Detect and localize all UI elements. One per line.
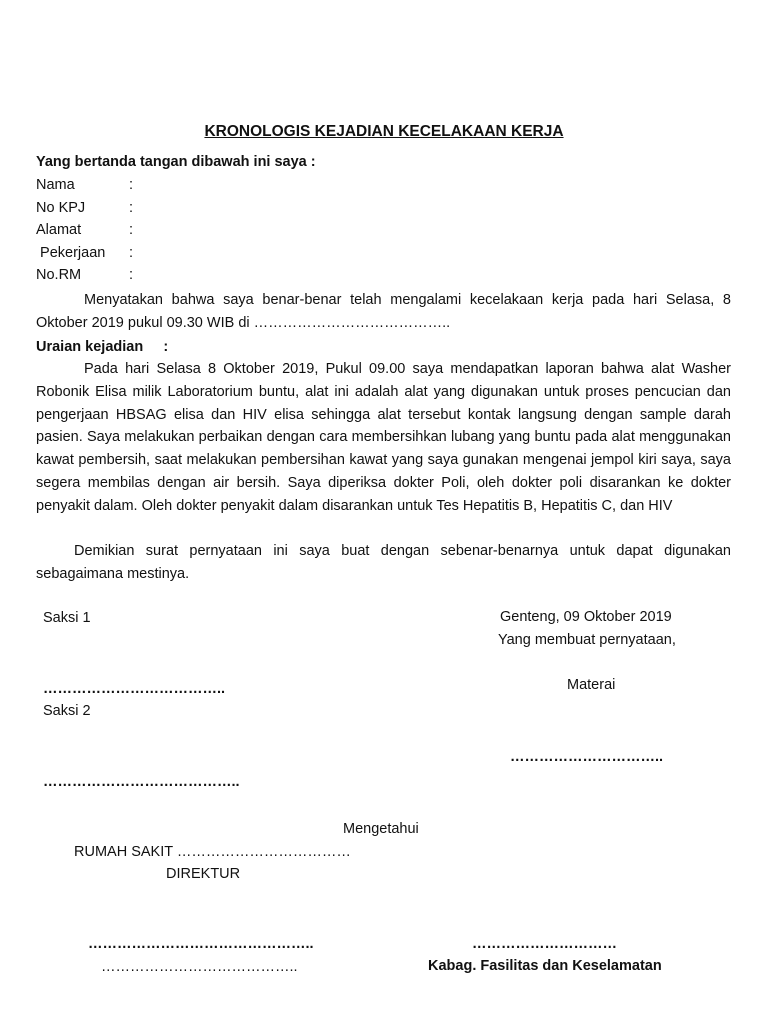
document-title: KRONOLOGIS KEJADIAN KECELAKAAN KERJA (204, 123, 564, 140)
field-colon-nama: : (129, 177, 134, 193)
place-date: Genteng, 09 Oktober 2019 (500, 609, 672, 625)
uraian-heading: Uraian kejadian : (36, 339, 169, 355)
saksi2-signature-line: ………………………………….. (43, 774, 240, 790)
field-label-no-rm: No.RM (36, 267, 82, 283)
maker-signature-line: ………………………….. (510, 749, 664, 765)
statement-paragraph (36, 289, 731, 335)
maker-label: Yang membuat pernyataan, (498, 632, 676, 648)
uraian-paragraph (36, 358, 731, 518)
field-label-pekerjaan: Pekerjaan (36, 245, 106, 261)
closing-text: Demikian surat pernyataan ini saya buat dengan sebenar-benarnya untuk dapat digunakan sebagaimana mestinya. (36, 543, 731, 582)
statement-text: Menyatakan bahwa saya benar-benar telah mengalami kecelakaan kerja pada hari Selasa, 8 Oktober 2019 pukul 09.30 WIB di ………………………………….. (36, 292, 731, 331)
saksi2-label: Saksi 2 (43, 703, 91, 719)
direktur-label: DIREKTUR (166, 866, 241, 882)
field-label-nama: Nama (36, 177, 75, 193)
closing-paragraph (36, 540, 731, 586)
intro-text: Yang bertanda tangan dibawah ini saya : (36, 154, 316, 170)
field-label-no-kpj: No KPJ (36, 200, 86, 216)
field-colon-alamat: : (129, 222, 134, 238)
rumah-sakit-label: RUMAH SAKIT ……………………………… (74, 844, 351, 860)
kabag-signature-line: ………………………… (472, 936, 617, 952)
kabag-label: Kabag. Fasilitas dan Keselamatan (428, 958, 662, 974)
direktur-name-line: ………………………………….. (101, 959, 298, 975)
field-colon-pekerjaan: : (129, 245, 134, 261)
direktur-signature-line: ……………………………………….. (88, 936, 314, 952)
saksi1-label: Saksi 1 (43, 610, 91, 626)
field-colon-no-rm: : (129, 267, 134, 283)
field-label-alamat: Alamat (36, 222, 82, 238)
mengetahui-label: Mengetahui (343, 821, 419, 837)
field-colon-no-kpj: : (129, 200, 134, 216)
materai-label: Materai (567, 677, 616, 693)
uraian-text: Pada hari Selasa 8 Oktober 2019, Pukul 09.00 saya mendapatkan laporan bahwa alat Washer Robonik Elisa milik Laboratorium buntu, alat ini adalah alat yang digunakan untuk proses pencucian dan pengerjaan HBSAG elisa dan HIV elisa sehingga alat tersebut kontak langsung dengan sample darah pasien. Saya melakukan perbaikan dengan cara membersihkan lubang yang buntu pada alat menggunakan kawat pembersih, saat melakukan pembersihan kawat yang saya gunakan mengenai jempol kiri saya, saya segera membilas dengan air bersih. Saya diperiksa dokter Poli, oleh dokter poli disarankan ke dokter penyakit dalam. Oleh dokter penyakit dalam disarankan untuk Tes Hepatitis B, Hepatitis C, dan HIV (36, 361, 731, 514)
saksi1-signature-line: ……………………………….. (43, 681, 226, 697)
